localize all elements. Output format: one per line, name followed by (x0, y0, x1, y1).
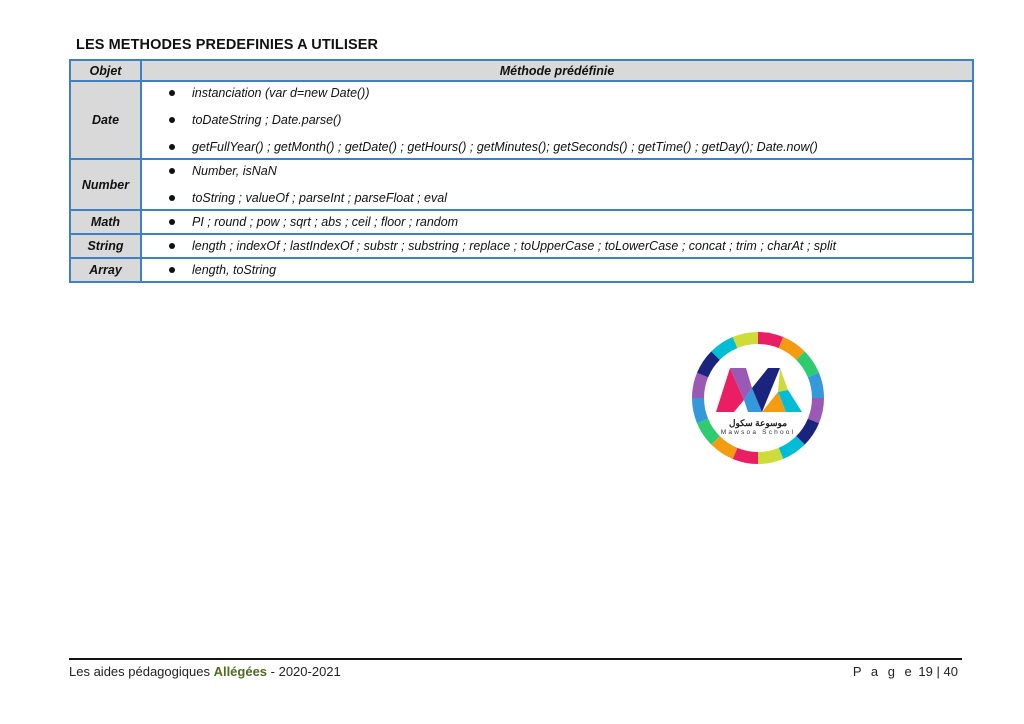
method-text: length ; indexOf ; lastIndexOf ; substr ; substring ; replace ; toUpperCase ; toLowerCase ; concat ; trim ; charAt ; split (192, 239, 837, 253)
methods-cell (141, 234, 973, 258)
bullet-icon (169, 117, 175, 123)
method-text: getFullYear() ; getMonth() ; getDate() ; getHours() ; getMinutes(); getSeconds() ; getTime() ; getDay(); Date.now() (192, 140, 818, 154)
object-cell: Number (70, 159, 141, 210)
bullet-icon (169, 144, 175, 150)
table-row (70, 234, 973, 258)
methods-list (164, 82, 972, 158)
mawsoa-school-logo (690, 330, 826, 466)
page-total: 40 (943, 664, 958, 679)
methods-cell (141, 159, 973, 210)
bullet-icon (169, 219, 175, 225)
column-header-object: Objet (70, 60, 141, 81)
method-text: PI ; round ; pow ; sqrt ; abs ; ceil ; floor ; random (192, 215, 459, 229)
object-cell: Date (70, 81, 141, 159)
method-text: toDateString ; Date.parse() (192, 113, 342, 127)
method-list-item (164, 211, 972, 233)
section-heading: LES METHODES PREDEFINIES A UTILISER (76, 37, 379, 53)
footer-suffix: - 2020-2021 (267, 664, 341, 679)
methods-list (164, 235, 972, 257)
column-header-method: Méthode prédéfinie (141, 60, 973, 81)
table-row (70, 258, 973, 282)
method-list-item (164, 235, 972, 257)
footer-left-text (69, 664, 341, 679)
method-list-item (164, 259, 972, 281)
footer-page-number (853, 664, 958, 679)
table-row (70, 159, 973, 210)
method-list-item (164, 82, 972, 109)
footer-divider (69, 658, 962, 660)
page-current: 19 (918, 664, 933, 679)
method-list-item (164, 109, 972, 136)
methods-list (164, 211, 972, 233)
logo-text-english: Mawsoa School (720, 429, 796, 436)
bullet-icon (169, 90, 175, 96)
methods-cell (141, 258, 973, 282)
page-label: P a g e (852, 664, 915, 679)
method-text: toString ; valueOf ; parseInt ; parseFloat ; eval (192, 191, 447, 205)
table-row (70, 81, 973, 159)
table-body (70, 81, 973, 282)
bullet-icon (169, 168, 175, 174)
object-cell: Math (70, 210, 141, 234)
object-cell: Array (70, 258, 141, 282)
table-row (70, 210, 973, 234)
method-list-item (164, 136, 972, 158)
page-separator: | (936, 664, 940, 679)
methods-cell (141, 210, 973, 234)
methods-cell (141, 81, 973, 159)
methods-list (164, 259, 972, 281)
bullet-icon (169, 243, 175, 249)
logo-text-arabic: موسوعة سكول (728, 418, 788, 428)
method-list-item (164, 160, 972, 187)
bullet-icon (169, 195, 175, 201)
footer-prefix: Les aides pédagogiques (69, 664, 214, 679)
bullet-icon (169, 267, 175, 273)
table-header-row (70, 60, 973, 81)
methods-list (164, 160, 972, 209)
method-text: instanciation (var d=new Date()) (192, 86, 370, 100)
methods-table (69, 59, 974, 283)
object-cell: String (70, 234, 141, 258)
method-text: length, toString (192, 263, 277, 277)
footer-bold: Allégées (213, 664, 268, 679)
method-list-item (164, 187, 972, 209)
method-text: Number, isNaN (192, 164, 277, 178)
